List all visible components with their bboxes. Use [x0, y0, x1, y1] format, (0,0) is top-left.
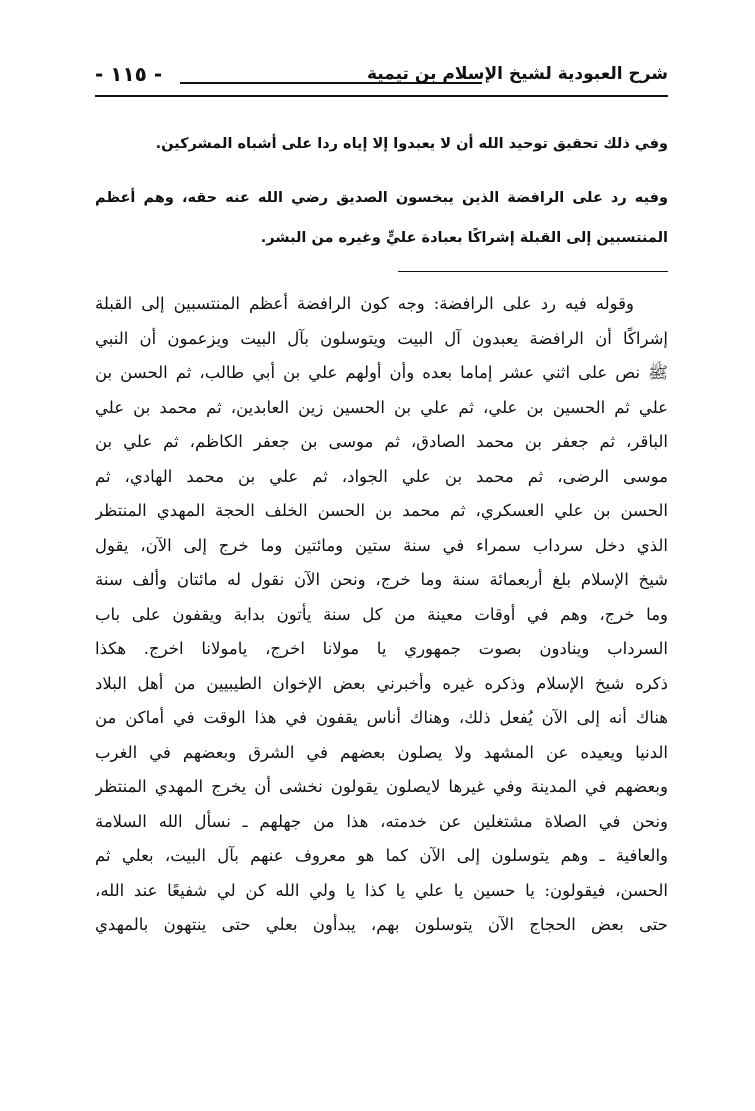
- body-line: ونحن في الصلاة مشتغلين عن خدمته، هذا من جهلهم ـ نسأل الله السلامة: [95, 811, 668, 831]
- body-line: والعافية ـ وهم يتوسلون إلى الآن كما هو معروف عنهم بآل البيت، بعلي ثم: [95, 846, 668, 865]
- header-title: شرح العبودية لشيخ الإسلام بن تيمية: [366, 64, 668, 84]
- body-line: السرداب وينادون بصوت جمهوري يا مولانا اخرج، يامولانا اخرج. هكذا: [95, 639, 668, 658]
- header-rule: [95, 95, 668, 97]
- section-separator: [398, 271, 668, 272]
- body-line: وما خرج، وهم في أوقات معينة من كل سنة يأتون بدابة ويقفون على باب: [95, 604, 668, 624]
- body-line: الدنيا ويعيده عن المشهد ولا يصلون بعضهم في الشرق وبعضهم في الغرب: [95, 742, 668, 762]
- body-line: الحسن، فيقولون: يا حسين يا علي يا كذا يا ولي الله كن لي شفيعًا عند الله،: [95, 880, 668, 900]
- intro-paragraph-1: وفي ذلك تحقيق توحيد الله أن لا يعبدوا إلا إياه ردا على أشباه المشركين.: [155, 136, 668, 152]
- body-text: [95, 287, 668, 943]
- body-line: الباقر، ثم جعفر بن محمد الصادق، ثم موسى بن جعفر الكاظم، ثم علي بن: [95, 432, 668, 451]
- header-dash-line: [180, 82, 482, 84]
- body-line: علي ثم الحسين بن علي، ثم علي بن الحسين زين العابدين، ثم محمد بن علي: [95, 397, 668, 417]
- body-line: هناك أنه إلى الآن يُفعل ذلك، وهناك أناس يقفون في هذا الوقت في أماكن من: [95, 708, 668, 727]
- body-line: موسى الرضى، ثم محمد بن علي الجواد، ثم علي بن محمد الهادي، ثم: [95, 466, 668, 486]
- body-line: ﷺ نص على اثني عشر إماما بعده وأن أولهم علي بن أبي طالب، ثم الحسن بن: [95, 363, 668, 382]
- body-line: الذي دخل سرداب سمراء في سنة ستين ومائتين وما خرج إلى الآن، يقول: [95, 535, 668, 555]
- body-line: حتى بعض الحجاج الآن يتوسلون بهم، يبدأون بعلي حتى ينتهون بالمهدي: [95, 915, 668, 934]
- intro-paragraph-2: وفيه رد على الرافضة الذين يبخسون الصديق رضي الله عنه حقه، وهم أعظم المنتسبين إلى القبلة إشراكًا بعبادة عليٍّ وغيره من البشر.: [95, 190, 668, 246]
- running-header: [95, 58, 668, 98]
- body-line: ذكره شيخ الإسلام وذكره غيره وأخبرني بعض الإخوان الطيبيين من أهل البلاد: [95, 673, 668, 693]
- page-number: - ١١٥ -: [95, 62, 163, 86]
- body-line: وقوله فيه رد على الرافضة: وجه كون الرافضة أعظم المنتسبين إلى القبلة: [95, 294, 634, 313]
- body-line: إشراكًا أن الرافضة يعبدون آل البيت ويتوسلون بآل البيت ويزعمون أن النبي: [95, 328, 668, 348]
- body-line: الحسن بن علي العسكري، ثم محمد بن الحسن الخلف الحجة المهدي المنتظر: [95, 501, 668, 520]
- body-line: شيخ الإسلام بلغ أربعمائة سنة وما خرج، ونحن الآن نقول له مائتان وألف سنة: [95, 570, 668, 589]
- body-line: وبعضهم في المدينة وفي غيرها لايصلون يقولون نخشى أن يخرج المهدي المنتظر: [95, 777, 668, 796]
